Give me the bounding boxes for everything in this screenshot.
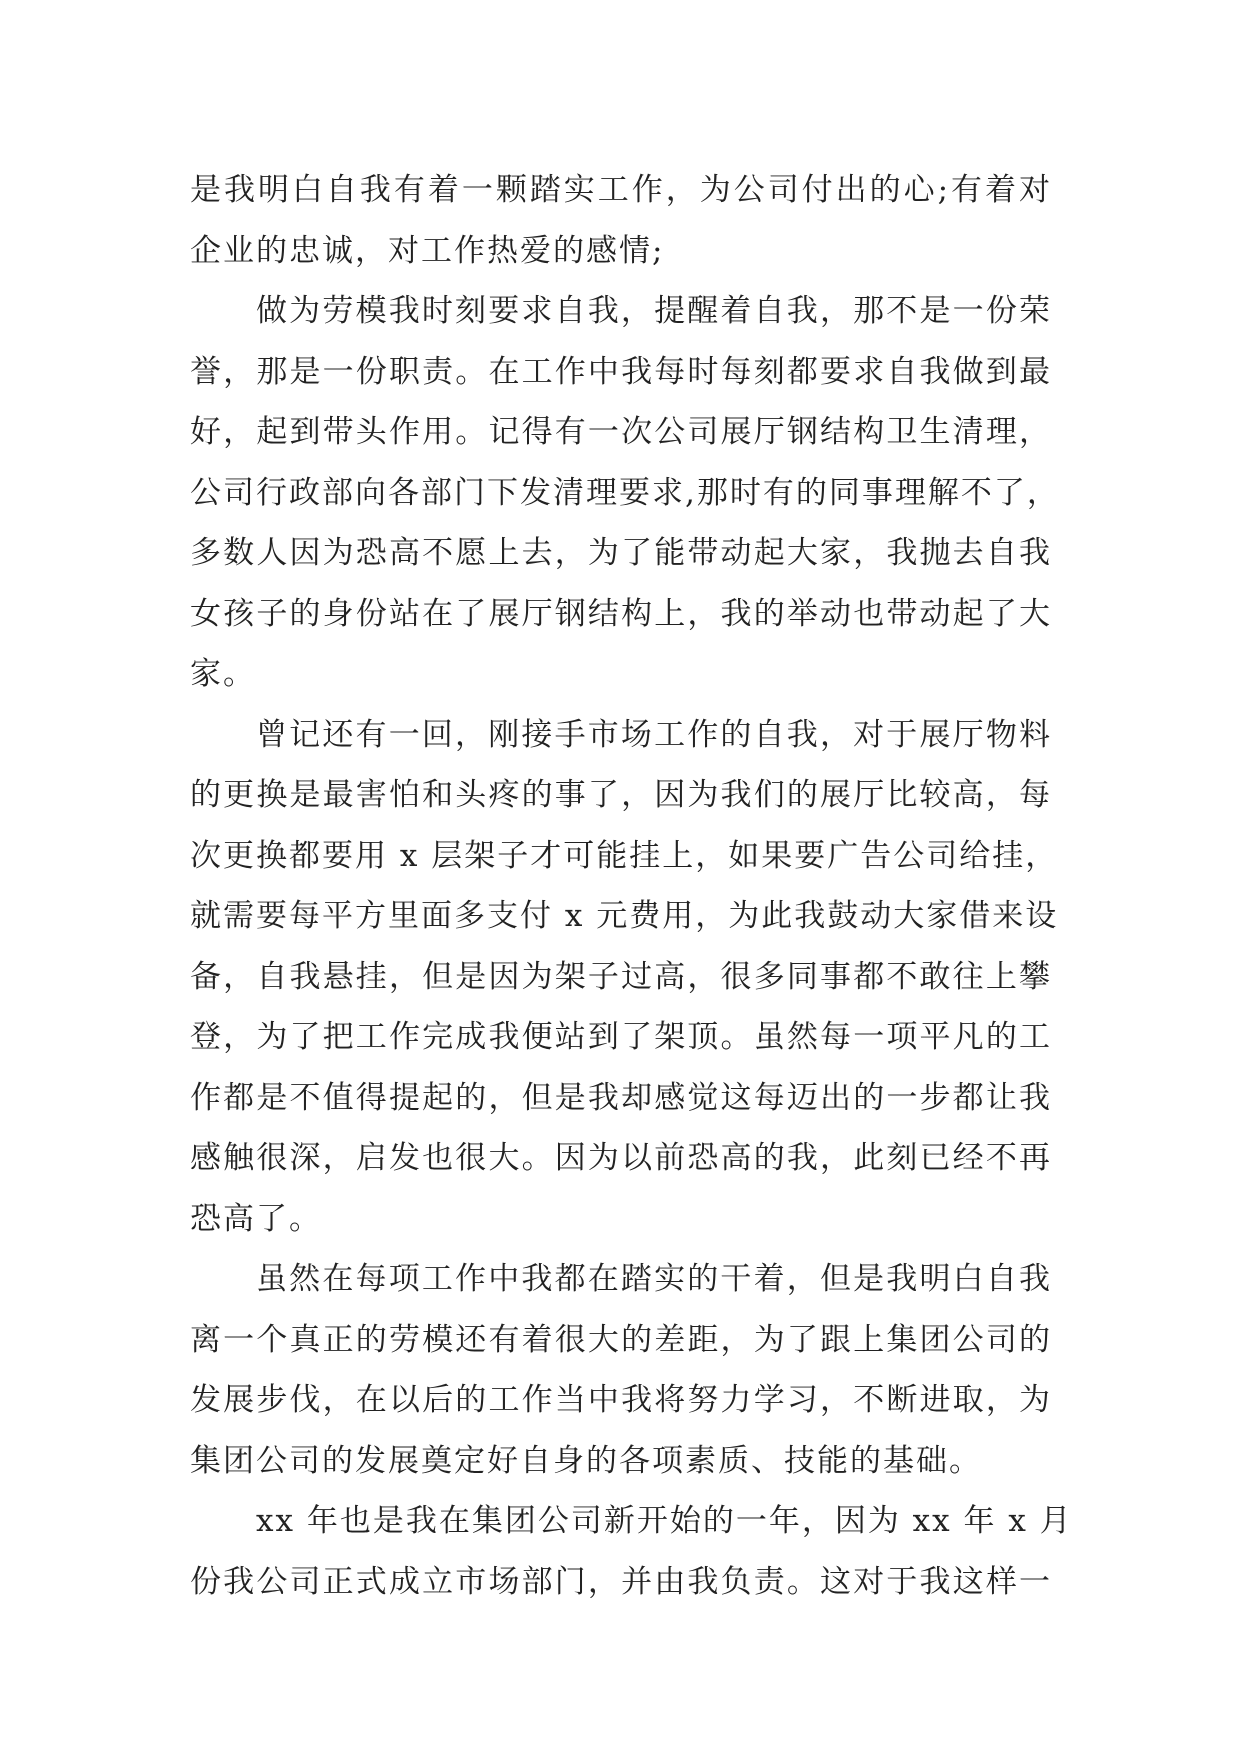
text-line: 虽然在每项工作中我都在踏实的干着，但是我明白自我 <box>256 1261 1052 1297</box>
text-line: 家。 <box>190 656 256 692</box>
text-line: 就需要每平方里面多支付 x 元费用，为此我鼓动大家借来设 <box>190 898 1059 934</box>
text-line: 誉，那是一份职责。在工作中我每时每刻都要求自我做到最 <box>190 353 1052 390</box>
text-line: 发展步伐，在以后的工作当中我将努力学习，不断进取，为 <box>190 1382 1052 1418</box>
text-line: 离一个真正的劳模还有着很大的差距，为了跟上集团公司的 <box>190 1321 1052 1358</box>
paragraph <box>190 281 1060 705</box>
paragraph <box>190 705 1059 1250</box>
text-line: 恐高了。 <box>190 1200 322 1237</box>
text-line: 感触很深，启发也很大。因为以前恐高的我，此刻已经不再 <box>190 1140 1052 1176</box>
text-line: 女孩子的身份站在了展厅钢结构上，我的举动也带动起了大 <box>190 595 1052 632</box>
text-line: 份我公司正式成立市场部门，并由我负责。这对于我这样一 <box>190 1563 1052 1600</box>
paragraph <box>190 1249 1052 1491</box>
text-line: 是我明白自我有着一颗踏实工作，为公司付出的心;有着对 <box>190 172 1052 208</box>
text-line: 公司行政部向各部门下发清理要求,那时有的同事理解不了， <box>190 474 1060 511</box>
text-line: 登，为了把工作完成我便站到了架顶。虽然每一项平凡的工 <box>190 1019 1052 1055</box>
text-line: 曾记还有一回，刚接手市场工作的自我，对于展厅物料 <box>256 716 1052 753</box>
text-line: 好，起到带头作用。记得有一次公司展厅钢结构卫生清理， <box>190 414 1052 450</box>
text-line: xx 年也是我在集团公司新开始的一年，因为 xx 年 x 月 <box>256 1503 1073 1539</box>
text-line: 集团公司的发展奠定好自身的各项素质、技能的基础。 <box>190 1442 982 1479</box>
paragraph <box>190 160 1052 281</box>
text-line: 作都是不值得提起的，但是我却感觉这每迈出的一步都让我 <box>190 1079 1052 1116</box>
text-line: 企业的忠诚，对工作热爱的感情; <box>190 232 665 269</box>
text-line: 多数人因为恐高不愿上去，为了能带动起大家，我抛去自我 <box>190 535 1052 571</box>
text-line: 的更换是最害怕和头疼的事了，因为我们的展厅比较高，每 <box>190 777 1052 813</box>
text-line: 次更换都要用 x 层架子才可能挂上，如果要广告公司给挂， <box>190 837 1059 874</box>
text-line: 做为劳模我时刻要求自我，提醒着自我，那不是一份荣 <box>256 293 1052 329</box>
document-body <box>190 160 1073 1612</box>
text-line: 备，自我悬挂，但是因为架子过高，很多同事都不敢往上攀 <box>190 958 1052 995</box>
paragraph <box>190 1491 1073 1612</box>
